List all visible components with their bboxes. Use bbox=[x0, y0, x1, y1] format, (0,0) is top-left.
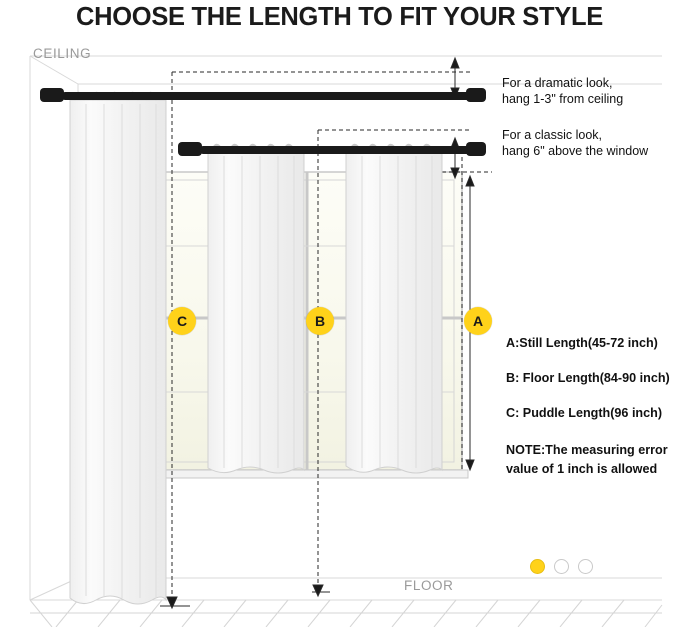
badge-c: C bbox=[168, 307, 196, 335]
measuring-note bbox=[506, 441, 668, 479]
floor-label: FLOOR bbox=[404, 578, 454, 593]
ceiling-label: CEILING bbox=[33, 46, 92, 61]
carousel-dot-3[interactable] bbox=[578, 559, 593, 574]
page-title: CHOOSE THE LENGTH TO FIT YOUR STYLE bbox=[76, 3, 603, 31]
curtain-panel-b bbox=[208, 145, 304, 473]
callout-classic-line2: hang 6" above the window bbox=[502, 143, 649, 158]
legend-a: A:Still Length(45-72 inch) bbox=[506, 336, 658, 350]
callout-dramatic bbox=[502, 76, 623, 107]
badge-a: A bbox=[464, 307, 492, 335]
curtain-rod-top bbox=[40, 88, 486, 102]
floor-hatching bbox=[30, 600, 662, 627]
carousel-dot-1[interactable] bbox=[530, 559, 545, 574]
carousel-dots[interactable] bbox=[530, 559, 593, 574]
measuring-note-line2: value of 1 inch is allowed bbox=[506, 462, 658, 476]
legend-c: C: Puddle Length(96 inch) bbox=[506, 406, 663, 420]
curtain-panel-c bbox=[70, 93, 166, 604]
curtain-rod-middle bbox=[178, 142, 486, 156]
carousel-dot-2[interactable] bbox=[554, 559, 569, 574]
callout-classic-line1: For a classic look, bbox=[502, 128, 603, 142]
callout-dramatic-line1: For a dramatic look, bbox=[502, 76, 613, 90]
callout-dramatic-line2: hang 1-3" from ceiling bbox=[502, 91, 624, 106]
curtain-panel-a bbox=[346, 145, 442, 473]
legend-b: B: Floor Length(84-90 inch) bbox=[506, 371, 670, 385]
callout-classic bbox=[502, 128, 648, 159]
measuring-note-line1: NOTE:The measuring error bbox=[506, 443, 668, 457]
badge-b: B bbox=[306, 307, 334, 335]
